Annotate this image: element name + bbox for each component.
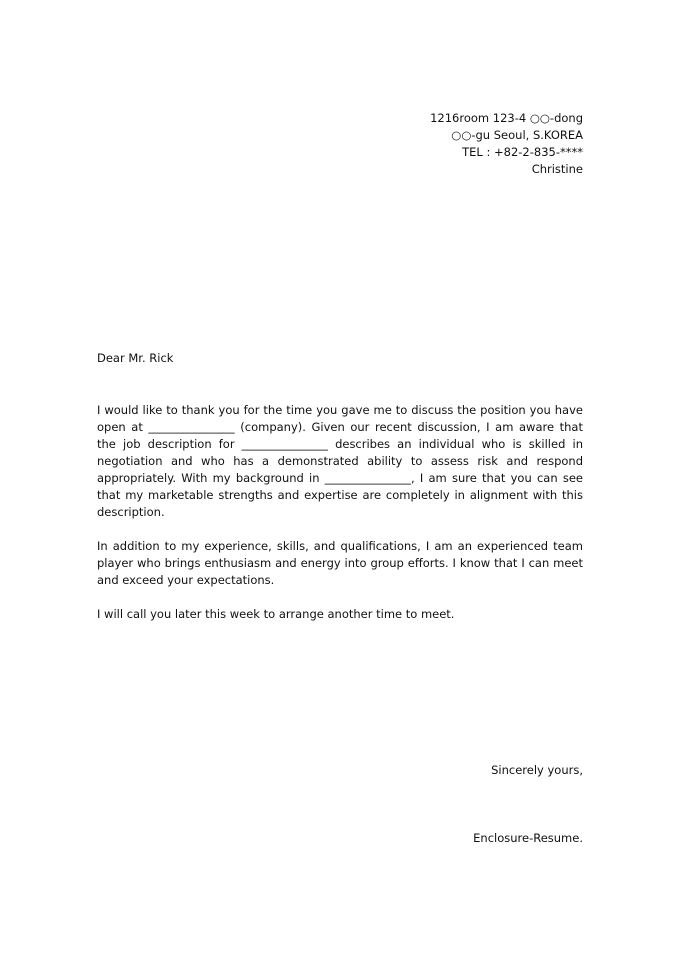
sender-name: Christine [531,162,583,176]
body-paragraph-3: I will call you later this week to arrange another time to meet. [97,607,455,621]
enclosure-note: Enclosure-Resume. [473,831,583,845]
address-telephone: TEL : +82-2-835-**** [462,145,583,159]
letter-body [97,402,583,640]
closing: Sincerely yours, [491,763,583,777]
address-line-1: 1216room 123-4 ○○-dong [430,111,583,125]
body-paragraph-1: I would like to thank you for the time you gave me to discuss the position you have open at _______________ (company). Given our recent discussion, I am aware that the job description for _______________ describes an individual who is skilled in negotiation and who has a demonstrated ability to assess risk and respond appropriately. With my background in _______________, I am sure that you can see that my marketable strengths and expertise are completely in alignment with this description. [97,403,583,519]
address-line-2: ○○-gu Seoul, S.KOREA [451,128,583,142]
salutation: Dear Mr. Rick [97,351,174,365]
sender-address-block [430,110,583,178]
body-paragraph-2: In addition to my experience, skills, and qualifications, I am an experienced team player who brings enthusiasm and energy into group efforts. I know that I can meet and exceed your expectations. [97,539,583,587]
